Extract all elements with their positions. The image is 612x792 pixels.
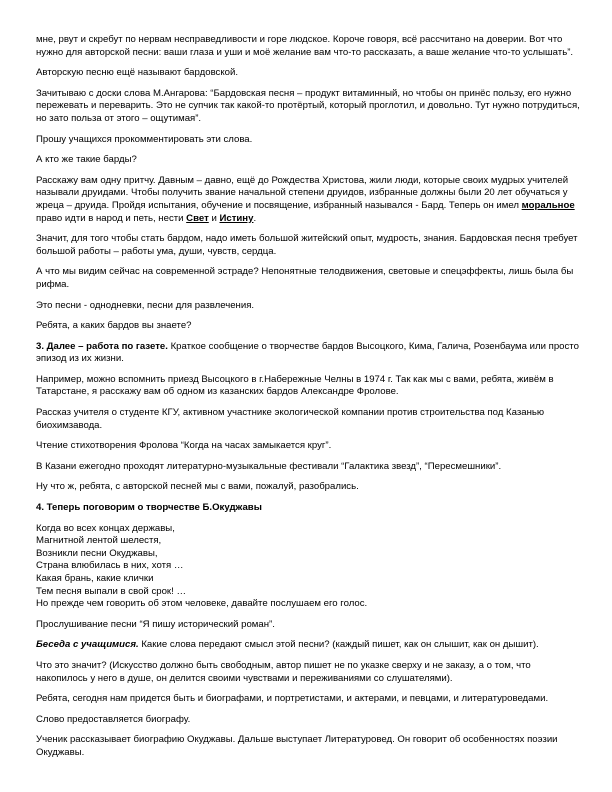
paragraph: Прошу учащихся прокомментировать эти слова. bbox=[36, 133, 253, 145]
paragraph: Например, можно вспомнить приезд Высоцкого в г.Набережные Челны в 1974 г. Так как мы с вами, ребята, живём в Татарстане, я расскажу вам об одном из казанских бардов Александре Фролове. bbox=[36, 373, 554, 398]
paragraph-section-4 bbox=[36, 502, 582, 515]
paragraph: мне, рвут и скребут по нервам несправедливости и горе людское. Короче говоря, всё рассчитано на доверии. Вот что нужно для авторской песни: ваши глаза и уши и моё желание вам что-то рассказать, а ваше желание что-то услышать”. bbox=[36, 34, 574, 58]
parable-text: Расскажу вам одну притчу. Давным – давно, ещё до Рождества Христова, жили люди, которые своих мудрых учителей называли друидами. Чтобы получить звание начальной степени друидов, избранные должны были 20 лет обучаться у жреца – друида. Пройдя испытания, обучение и посвящение, избранный назывался - Бард. Теперь он имел bbox=[36, 174, 569, 211]
section-heading: 3. Далее – работа по газете. bbox=[36, 340, 168, 352]
parable-text-mid: и bbox=[208, 212, 220, 224]
paragraph-parable bbox=[36, 175, 582, 225]
paragraph: Слово предоставляется биографу. bbox=[36, 713, 191, 725]
section-heading: 4. Теперь поговорим о творчестве Б.Окуджавы bbox=[36, 502, 262, 514]
bold-word-moral: моральное bbox=[521, 199, 575, 211]
paragraph: А кто же такие барды? bbox=[36, 154, 137, 166]
poem-line: Но прежде чем говорить об этом человеке, давайте послушаем его голос. bbox=[36, 598, 368, 610]
parable-text-end: . bbox=[253, 212, 257, 224]
poem-line: Какая брань, какие клички bbox=[36, 573, 154, 584]
paragraph: Ученик рассказывает биографию Окуджавы. Дальше выступает Литературовед. Он говорит об особенностях поэзии Окуджавы. bbox=[36, 734, 558, 758]
paragraph: А что мы видим сейчас на современной эстраде? Непонятные телодвижения, световые и спецэффекты, лишь была бы рифма. bbox=[36, 266, 574, 290]
poem-line: Тем песня выпали в свой срок! … bbox=[36, 585, 187, 597]
paragraph: Авторскую песню ещё называют бардовской. bbox=[36, 67, 239, 79]
poem-line: Возникли песни Окуджавы, bbox=[36, 547, 158, 559]
poem-line: Когда во всех концах державы, bbox=[36, 522, 175, 534]
bold-word-truth: Истину bbox=[219, 212, 254, 224]
paragraph-conversation bbox=[36, 639, 582, 652]
paragraph: В Казани ежегодно проходят литературно-музыкальные фестивали “Галактика звезд”, “Пересмешники”. bbox=[36, 460, 502, 472]
paragraph: Рассказ учителя о студенте КГУ, активном участнике экологической компании против строительства под Казанью биохимзавода. bbox=[36, 407, 545, 431]
poem-line: Магнитной лентой шелестя, bbox=[36, 535, 162, 547]
paragraph: Чтение стихотворения Фролова “Когда на часах замыкается круг”. bbox=[36, 440, 332, 452]
paragraph: Зачитываю с доски слова М.Ангарова: “Бардовская песня – продукт витаминный, но чтобы он принёс пользу, его нужно пережевать и переварить. Это не супчик так какой-то протёртый, который проглотил, и довольно. Тут нужно потрудиться, но зато польза от этого – ощутимая”. bbox=[36, 87, 580, 124]
conversation-lead: Беседа с учащимися. bbox=[36, 639, 139, 651]
paragraph: Что это значит? (Искусство должно быть свободным, автор пишет не по указке сверху и не заказу, а о том, что накопилось у него в душе, он делится своими чувствами и переживаниями со слушателями). bbox=[36, 659, 531, 684]
paragraph: Значит, для того чтобы стать бардом, надо иметь большой житейский опыт, мудрость, знания. Бардовская песня требует большой работы – работы ума, души, чувств, сердца. bbox=[36, 233, 578, 257]
parable-text-after: право идти в народ и петь, нести bbox=[36, 212, 187, 224]
paragraph: Прослушивание песни “Я пишу исторический роман”. bbox=[36, 618, 275, 630]
document-page bbox=[36, 34, 582, 768]
paragraph-section-3 bbox=[36, 341, 582, 366]
paragraph: Ребята, а каких бардов вы знаете? bbox=[36, 320, 192, 332]
paragraph: Ну что ж, ребята, с авторской песней мы с вами, пожалуй, разобрались. bbox=[36, 481, 359, 493]
paragraph: Это песни - однодневки, песни для развлечения. bbox=[36, 299, 255, 311]
conversation-text: Какие слова передают смысл этой песни? (каждый пишет, как он слышит, как он дышит). bbox=[138, 639, 539, 651]
paragraph: Ребята, сегодня нам придется быть и биографами, и портретистами, и актерами, и певцами, и литературоведами. bbox=[36, 693, 549, 705]
poem bbox=[36, 523, 582, 611]
bold-word-light: Свет bbox=[186, 212, 209, 224]
section-text: Краткое сообщение о творчестве бардов Высоцкого, Кима, Галича, Розенбаума или просто эпизод из их жизни. bbox=[36, 340, 579, 365]
poem-line: Страна влюбилась в них, хотя … bbox=[36, 560, 184, 572]
